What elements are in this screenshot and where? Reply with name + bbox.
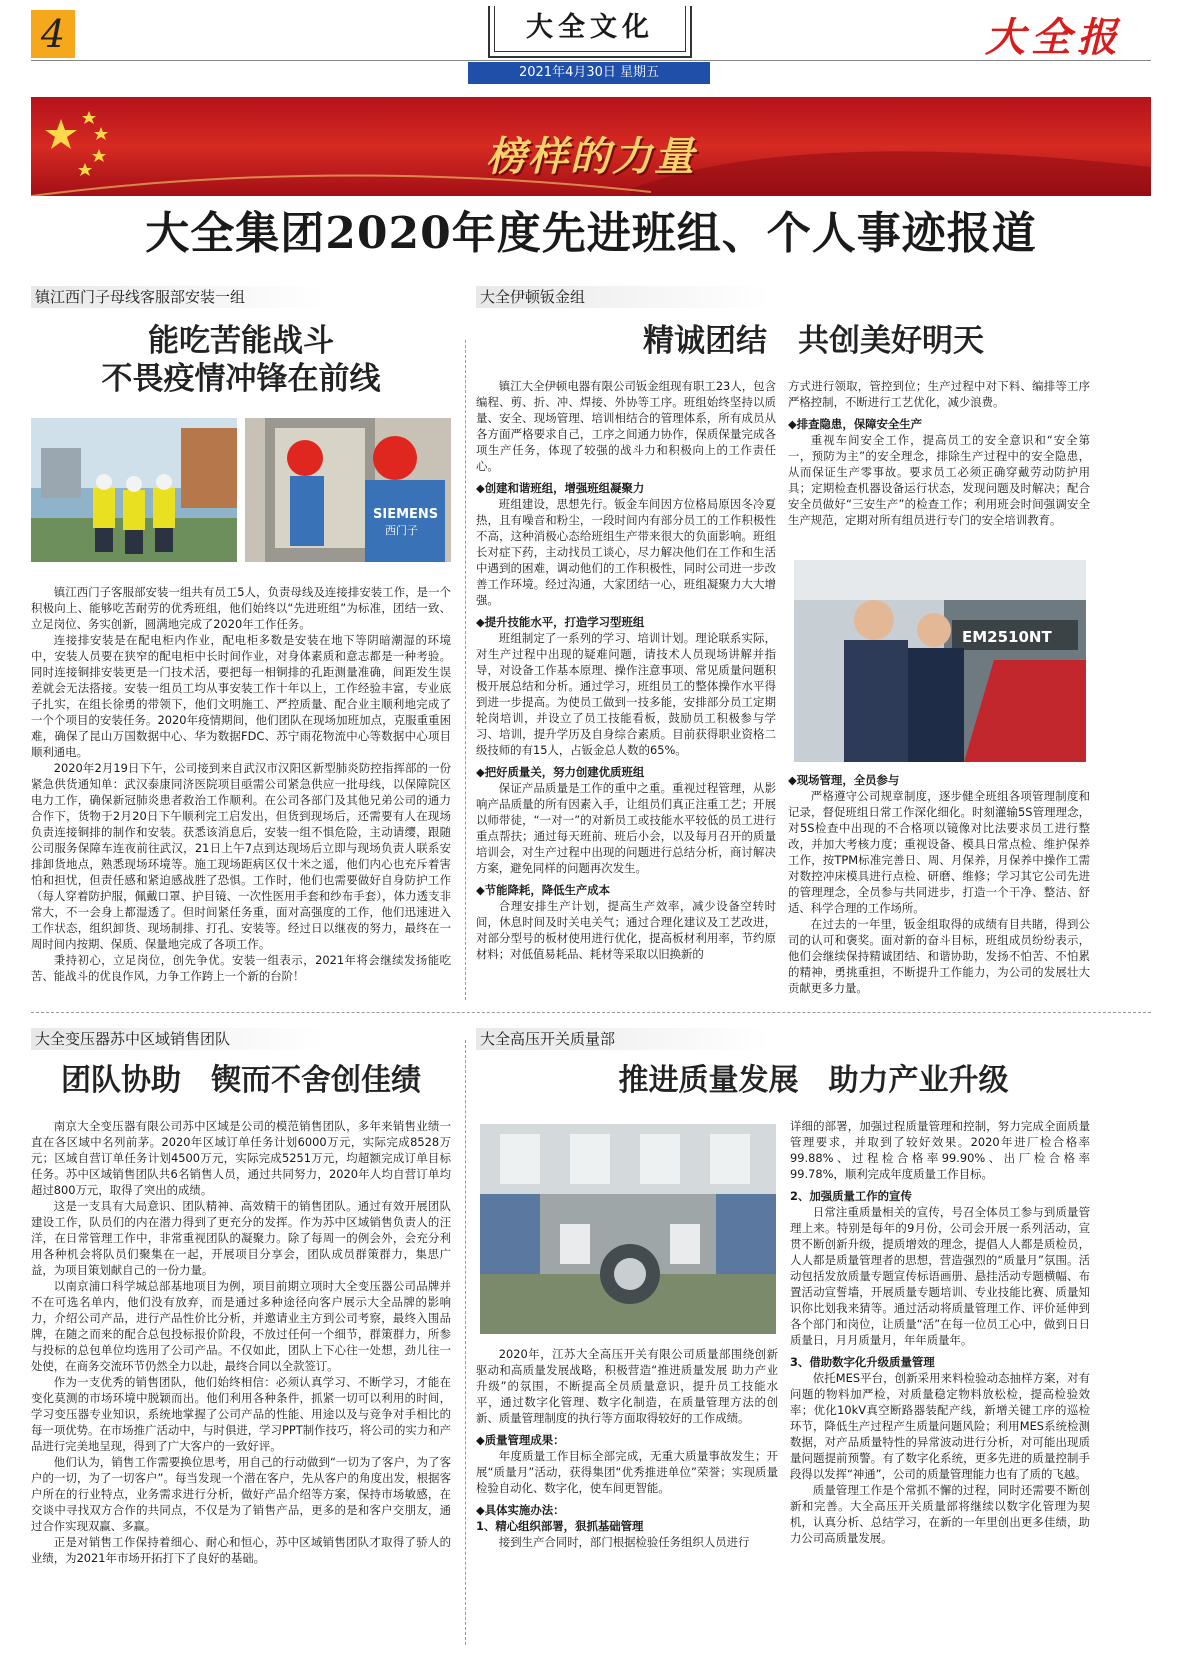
article1-photo-left bbox=[31, 418, 237, 562]
siemens-cn-label: 西门子 bbox=[385, 524, 418, 537]
article3-para: 南京大全变压器有限公司苏中区域是公司的模范销售团队，多年来销售业绩一直在各区域中名列前茅。2020年区域订单任务计划6000万元，实际完成8528万元；区域自营订单任务计划4500万元，实际完成5251万元，均超额完成订单目标任务。苏中区域销售团队共6名销售人员，通过共同努力，2020年人均自营订单均超过800万元，取得了突出的成绩。 bbox=[31, 1119, 451, 1197]
flag-stars-icon bbox=[45, 111, 108, 176]
article2-para: 严格遵守公司规章制度，逐步健全班组各项管理制度和记录，督促班组日常工作深化细化。时刻灌输5S管理理念，对5S检查中出现的不合格项以镜像对比法要求员工进行整改，并加大考核力度；重视设备、模具日常点检、维护保养工作，按TPM标准完善日、周、月保养，月保养中操作工需对数控冲床模具进行点检、研磨、维修；学习其它公司先进的管理理念，全员参与共同进步，打造一个干净、整洁、舒适、科学合理的工作场所。 bbox=[788, 789, 1090, 915]
article2-subhead: ◆现场管理，全员参与 bbox=[788, 773, 900, 787]
header-rule bbox=[31, 60, 1151, 61]
article2-para: 班组建设，思想先行。钣金车间因方位格局原因冬冷夏热，且有噪音和粉尘，一段时间内有部分员工的工作积极性不高，这种消极心态给班组生产带来很大的负面影响。班组长对症下药，主动找员工谈心，尽力解决他们在工作和生活中遇到的困难，调动他们的工作积极性，同时公司进一步改善工作环境。经过沟通，大家团结一心，班组凝聚力大大增强。 bbox=[476, 497, 776, 607]
article4-para: 日常注重质量相关的宣传，号召全体员工参与到质量管理上来。特别是每年的9月份，公司会开展一系列活动，宣贯不断创新升级，提质增效的理念，提倡人人都是质检员，人人都是质量管理者的思想，营造强烈的“质量月”氛围。活动包括发放质量专题宣传标语画册、悬挂活动专题横幅、布置活动宣誓墙，开展质量专题培训、专业技能比赛、质量知识你比划我来猜等。通过活动将质量管理工作、评价延伸到各个部门和岗位，让质量“活”在每一位员工心中，做到日日质量日，月月质量月，年年质量年。 bbox=[790, 1205, 1090, 1347]
article3-para: 这是一支具有大局意识、团队精神、高效精干的销售团队。通过有效开展团队建设工作，队员们的内在潜力得到了更充分的发挥。作为苏中区域销售负责人的汪洋，在日常管理工作中，非常重视团队的凝聚力。除了每周一的例会外，会充分利用各种机会将队员们聚集在一起，开展项目分享会，团队成员群策群力，集思广益，为项目策划献自己的一份力量。 bbox=[31, 1199, 451, 1277]
article1-para: 秉持初心，立足岗位，创先争优。安装一组表示，2021年将会继续发扬能吃苦、能战斗的优良作风，力争工作跨上一个新的台阶！ bbox=[31, 953, 451, 983]
article2-subhead: ◆提升技能水平，打造学习型班组 bbox=[476, 615, 645, 629]
article1-para: 镇江西门子客服部安装一组共有员工5人，负责母线及连接排安装工作，是一个积极向上、能够吃苦耐劳的优秀班组，他们始终以“先进班组”为标准，团结一致、立足岗位、务实创新，圆满地完成了2020年工作任务。 bbox=[31, 585, 451, 631]
article1-section: 镇江西门子母线客服部安装一组 bbox=[31, 286, 325, 308]
article3-para: 他们认为，销售工作需要换位思考，用自己的行动做到“一切为了客户，为了客户的一切，为了一切客户”。每当发现一个潜在客户，先从客户的角度出发，根据客户所在的行业特点，业务需求进行分析，做好产品介绍等方案，保持市场敏感，在交谈中寻找双方合作的共同点，不仅是为了销售产品，更多的是和客户交朋友，通过合作实现双赢、多赢。 bbox=[31, 1455, 451, 1533]
article4-subhead: ◆质量管理成果： bbox=[476, 1433, 565, 1447]
column-divider bbox=[465, 340, 466, 1000]
article1-para: 2020年2月19日下午，公司接到来自武汉市汉阳区新型肺炎防控指挥部的一份紧急供货通知单：武汉泰康同济医院项目亟需公司紧急供应一批母线，以保障院区电力工作，确保新冠肺炎患者救治工作顺利。在公司各部门及其他兄弟公司的通力合作下，货物于2月20日下午顺利完工启发出，但货到现场后，还需要有人在现场负责连接铜排的制作和安装。获悉该消息后，安装一组不惧危险，主动请缨，跟随公司服务保障车连夜前往武汉，21日上午7点到达现场后立即与现场负责人联系安排卸货地点，熟悉现场环境等。施工现场距病区仅十米之遥，他们内心也充斥着害怕和担忧，但责任感和紧迫感战胜了恐惧。工作时，他们也需要做好自身防护工作（每人穿着防护服，佩戴口罩、护目镜、一次性医用手套和纱布手套），体力透支非常大，不一会身上都湿透了。但时间紧任务重，面对高强度的工作，他们迅速进入工作状态，组织卸货、现场制排、打孔、安装等。经过日以继夜的努力，最终在一周时间内按期、保质、保量地完成了各项工作。 bbox=[31, 761, 451, 951]
article2-col2-top bbox=[788, 378, 1090, 556]
banner-title: 榜样的力量 bbox=[486, 133, 696, 180]
issue-date: 2021年4月30日 星期五 bbox=[468, 62, 710, 84]
article2-subhead: ◆节能降耗，降低生产成本 bbox=[476, 883, 611, 897]
article2-title: 精诚团结 共创美好明天 bbox=[643, 323, 984, 359]
article1-photo-right bbox=[245, 418, 451, 562]
masthead-logo: 大全报 bbox=[985, 14, 1123, 61]
article3-body bbox=[31, 1118, 451, 1648]
article4-para: 依托MES平台，创新采用来料检验动态抽样方案，对有问题的物料加严检，对质量稳定物料放松检，提高检验效率；优化10kV真空断路器装配产线，新增关键工序的巡检环节，降低生产过程产生质量问题风险；利用MES系统检测数据，对产品质量特性的异常波动进行分析，对可能出现质量问题提前预警。有了数字化系统，更多先进的质量控制手段得以发挥“神通”，公司的质量管理能力也有了质的飞越。 bbox=[790, 1371, 1090, 1481]
article2-para: 保证产品质量是工作的重中之重。重视过程管理，从影响产品质量的所有因素入手，让组员们真正注重工艺；开展以师带徒，“一对一”的对新员工或技能水平较低的员工进行重点帮扶；通过每天班前、班后小会，以及每月召开的质量培训会，对生产过程中出现的问题进行总结分析，商讨解决方案，避免同样的问题再次发生。 bbox=[476, 781, 776, 875]
article2-para: 镇江大全伊顿电器有限公司钣金组现有职工23人，包含编程、剪、折、冲、焊接、外协等工序。班组始终坚持以质量、安全、现场管理、培训相结合的管理体系，所有成员从各方面严格要求自己，工序之间通力协作，保质保量完成各项生产任务，体现了较强的战斗力和积极向上的工作责任心。 bbox=[476, 379, 776, 473]
article2-para: 班组制定了一系列的学习、培训计划。理论联系实际，对生产过程中出现的疑难问题，请技术人员现场讲解并指导，对设备工作基本原理、操作注意事项、常见质量问题积极开展总结和分析。通过学习，班组员工的整体操作水平得到进一步提高。为使员工做到一技多能，安排部分员工定期轮岗培训，并设立了员工技能看板，鼓励员工积极参与学习、培训，提升学历及自身综合素质。目前获得职业资格二级技师的有15人，占钣金总人数的65%。 bbox=[476, 631, 776, 757]
main-title: 大全集团2020年度先进班组、个人事迹报道 bbox=[145, 208, 1037, 259]
page-number: 4 bbox=[31, 10, 75, 58]
article4-subhead: 3、借助数字化升级质量管理 bbox=[790, 1355, 935, 1369]
siemens-label: SIEMENS bbox=[373, 507, 439, 522]
column-divider bbox=[465, 1040, 466, 1645]
article4-subhead: 1、精心组织部署，狠抓基础管理 bbox=[476, 1519, 644, 1533]
article2-para: 合理安排生产计划，提高生产效率，减少设备空转时间，休息时间及时关电关气；通过合理化建议及工艺改进，对部分型号的板材使用进行优化，提高板材利用率，节约原材料；对低值易耗品、耗材等采取以旧换新的 bbox=[476, 899, 776, 961]
article2-photo bbox=[794, 560, 1086, 762]
section-box bbox=[488, 6, 692, 58]
article3-section: 大全变压器苏中区域销售团队 bbox=[31, 1028, 325, 1050]
article3-para: 作为一支优秀的销售团队，他们始终相信：必须认真学习、不断学习，才能在变化莫测的市场环境中脱颖而出。他们利用各种条件，抓紧一切可以利用的时间，学习变压器专业知识，系统地掌握了公司产品的性能、用途以及与竞争对手相比的每一项优势。在市场推广活动中，与时俱进，学习PPT制作技巧，将公司的实力和产品进行完美地呈现，得到了广大客户的一致好评。 bbox=[31, 1375, 451, 1453]
article4-para: 年度质量工作目标全部完成，无重大质量事故发生；开展“质量月”活动，获得集团“优秀推进单位”荣誉；实现质量检验自动化、数字化，使车间更智能。 bbox=[476, 1449, 778, 1495]
article4-section: 大全高压开关质量部 bbox=[476, 1028, 770, 1050]
article4-col1 bbox=[476, 1346, 778, 1648]
article4-para: 质量管理工作是个常抓不懈的过程，同时还需要不断创新和完善。大全高压开关质量部将继续以数字化管理为契机，认真分析、总结学习，在新的一年里创出更多佳绩，助力公司高质量发展。 bbox=[790, 1483, 1090, 1545]
article4-photo bbox=[480, 1124, 776, 1334]
article4-para: 详细的部署，加强过程质量管理和控制，努力完成全面质量管理要求，并取到了较好效果。2020年进厂检合格率99.88%、过程检合格率99.90%、出厂检合格率99.78%，顺利完成年度质量工作目标。 bbox=[790, 1119, 1090, 1181]
article4-col2 bbox=[790, 1118, 1090, 1648]
article2-para: 在过去的一年里，钣金组取得的成绩有目共睹，得到公司的认可和褒奖。面对新的奋斗目标，班组成员纷纷表示，他们会继续保持精诚团结、和谐协助，发扬不怕苦、不怕累的精神，勇挑重担，不断提升工作能力，为公司的发展壮大贡献更多力量。 bbox=[788, 917, 1090, 995]
article1-body bbox=[31, 584, 451, 988]
article2-subhead: ◆排查隐患，保障安全生产 bbox=[788, 417, 923, 431]
section-divider bbox=[31, 1012, 1151, 1013]
article2-section: 大全伊顿钣金组 bbox=[476, 286, 770, 308]
article2-para: 方式进行领取，管控到位；生产过程中对下料、编排等工序严格控制，不断进行工艺优化，减少浪费。 bbox=[788, 379, 1090, 409]
article2-col2-bottom bbox=[788, 772, 1090, 998]
section-title: 大全文化 bbox=[494, 6, 686, 52]
article4-subhead: 2、加强质量工作的宣传 bbox=[790, 1189, 912, 1203]
article3-para: 正是对销售工作保持着细心、耐心和恒心，苏中区域销售团队才取得了骄人的业绩，为2021年市场开拓打下了良好的基础。 bbox=[31, 1535, 451, 1565]
article4-subhead: ◆具体实施办法： bbox=[476, 1503, 565, 1517]
article2-col1 bbox=[476, 378, 776, 996]
article4-para: 接到生产合同时，部门根据检验任务组织人员进行 bbox=[498, 1535, 750, 1549]
banner bbox=[31, 97, 1151, 196]
article4-title: 推进质量发展 助力产业升级 bbox=[618, 1063, 1009, 1098]
machine-label: EM2510NT bbox=[962, 628, 1052, 646]
article2-subhead: ◆把好质量关，努力创建优质班组 bbox=[476, 765, 645, 779]
article1-title-line1: 能吃苦能战斗 bbox=[148, 323, 334, 359]
article3-title: 团队协助 锲而不舍创佳绩 bbox=[61, 1063, 421, 1098]
article4-para: 2020年，江苏大全高压开关有限公司质量部围绕创新驱动和高质量发展战略，积极营造“推进质量发展 助力产业升级”的氛围，不断提高全员质量意识，提升员工技能水平，通过数字化管理、数字化制造，在质量管理方法的创新、质量管理制度的执行等方面取得较好的工作成绩。 bbox=[476, 1347, 778, 1425]
article1-para: 连接排安装是在配电柜内作业，配电柜多数是安装在地下等阴暗潮湿的环境中，安装人员要在狭窄的配电柜中长时间作业，对身体素质和意志都是一种考验。同时连接铜排安装更是一门技术活，要把每一相铜排的孔距测量准确，间距发生误差就会无法搭接。安装一组员工均从事安装工作十年以上，工作经验丰富，专业底子扎实，在组长徐勇的带领下，他们文明施工、严控质量、配合业主顺利地完成了一个个项目的安装任务。2020年疫情期间，他们团队在现场加班加点，克服重重困难，确保了昆山万国数据中心、华为数据FDC、苏宁雨花物流中心等数据中心项目顺利通电。 bbox=[31, 633, 451, 759]
article2-subhead: ◆创建和谐班组，增强班组凝聚力 bbox=[476, 481, 645, 495]
article1-title-line2: 不畏疫情冲锋在前线 bbox=[101, 361, 381, 397]
article2-para: 重视车间安全工作，提高员工的安全意识和“安全第一，预防为主”的安全理念，排除生产过程中的安全隐患，从而保证生产零事故。要求员工必须正确穿戴劳动防护用具；定期检查机器设备运行状态，发现问题及时解决；配合安全员做好“三安生产”的检查工作；利用班会时间强调安全生产规范，定期对所有组员进行专门的安全培训教育。 bbox=[788, 433, 1090, 527]
article3-para: 以南京浦口科学城总部基地项目为例，项目前期立项时大全变压器公司品牌并不在可选名单内，他们没有放弃，而是通过多种途径向客户展示大全品牌的影响力，介绍公司产品，进行产品性价比分析，并邀请业主方到公司考察，最终入围品牌，在随之而来的配合总包投标报价阶段，不放过任何一个细节，群策群力，所参与投标的总包单位均选用了公司产品。不仅如此，团队上下心往一处想，劲儿往一处使，在商务交流环节仍然全力以赴，最终合同以全款签订。 bbox=[31, 1279, 451, 1373]
